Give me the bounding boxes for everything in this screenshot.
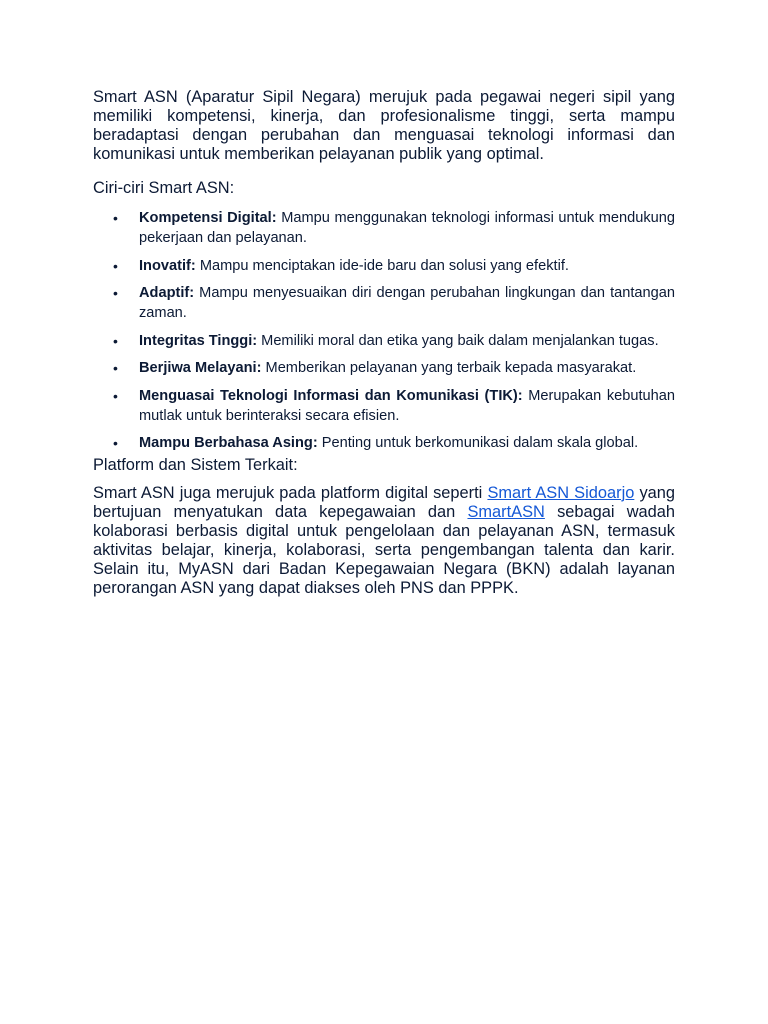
list-item-text: Mampu menyesuaikan diri dengan perubahan lingkungan dan tantangan zaman. [139, 285, 675, 321]
list-item [93, 283, 675, 323]
ciri-list [93, 208, 675, 453]
list-item-term: Adaptif: [139, 285, 195, 301]
list-item [93, 208, 675, 248]
list-item-term: Berjiwa Melayani: [139, 360, 262, 376]
list-item-term: Inovatif: [139, 257, 196, 274]
list-item-text: Penting untuk berkomunikasi dalam skala global. [317, 435, 639, 451]
platform-paragraph [93, 484, 675, 598]
smartasn-link[interactable]: SmartASN [467, 502, 545, 521]
list-item-term: Mampu Berbahasa Asing: [139, 435, 318, 451]
list-item-text: Mampu menggunakan teknologi informasi untuk mendukung pekerjaan dan pelayanan. [139, 210, 675, 246]
list-item [93, 433, 675, 453]
list-item [93, 256, 675, 276]
bullet-icon: • [113, 285, 118, 301]
list-item-text: Mampu menciptakan ide-ide baru dan solusi yang efektif. [195, 257, 569, 274]
list-item-term: Menguasai Teknologi Informasi dan Komunikasi (TIK): [139, 387, 523, 404]
list-item-text: Memiliki moral dan etika yang baik dalam menjalankan tugas. [257, 332, 659, 349]
list-item-text: Merupakan kebutuhan mutlak untuk berinteraksi secara efisien. [139, 387, 675, 424]
smart-asn-sidoarjo-link[interactable]: Smart ASN Sidoarjo [487, 483, 635, 502]
list-item-term: Integritas Tinggi: [139, 332, 258, 349]
bullet-icon: • [113, 332, 118, 349]
bullet-icon: • [113, 257, 118, 274]
list-item-text: Memberikan pelayanan yang terbaik kepada masyarakat. [261, 360, 637, 376]
bullet-icon: • [113, 435, 118, 451]
list-item [93, 358, 675, 378]
bullet-icon: • [113, 360, 118, 376]
platform-heading: Platform dan Sistem Terkait: [93, 455, 298, 474]
platform-text-3: sebagai wadah kolaborasi berbasis digital untuk pengelolaan dan pelayanan ASN, termasuk aktivitas belajar, kinerja, kolaborasi, serta pengembangan talenta dan karir. Selain itu, MyASN dari Badan Kepegawaian Negara (BKN) adalah layanan perorangan ASN yang dapat diakses oleh PNS dan PPPK. [93, 502, 675, 597]
document-page [93, 88, 675, 598]
ciri-heading: Ciri-ciri Smart ASN: [93, 179, 235, 197]
intro-paragraph: Smart ASN (Aparatur Sipil Negara) merujuk pada pegawai negeri sipil yang memiliki kompetensi, kinerja, dan profesionalisme tinggi, serta mampu beradaptasi dengan perubahan dan menguasai teknologi informasi dan komunikasi untuk memberikan pelayanan publik yang optimal. [93, 88, 675, 163]
bullet-icon: • [113, 210, 118, 226]
platform-text-2: yang bertujuan menyatukan data kepegawaian dan [93, 483, 675, 521]
platform-text-1: Smart ASN juga merujuk pada platform digital seperti [93, 483, 488, 502]
list-item [93, 331, 675, 351]
list-item-term: Kompetensi Digital: [139, 210, 277, 226]
list-item [93, 386, 675, 426]
bullet-icon: • [113, 387, 118, 404]
